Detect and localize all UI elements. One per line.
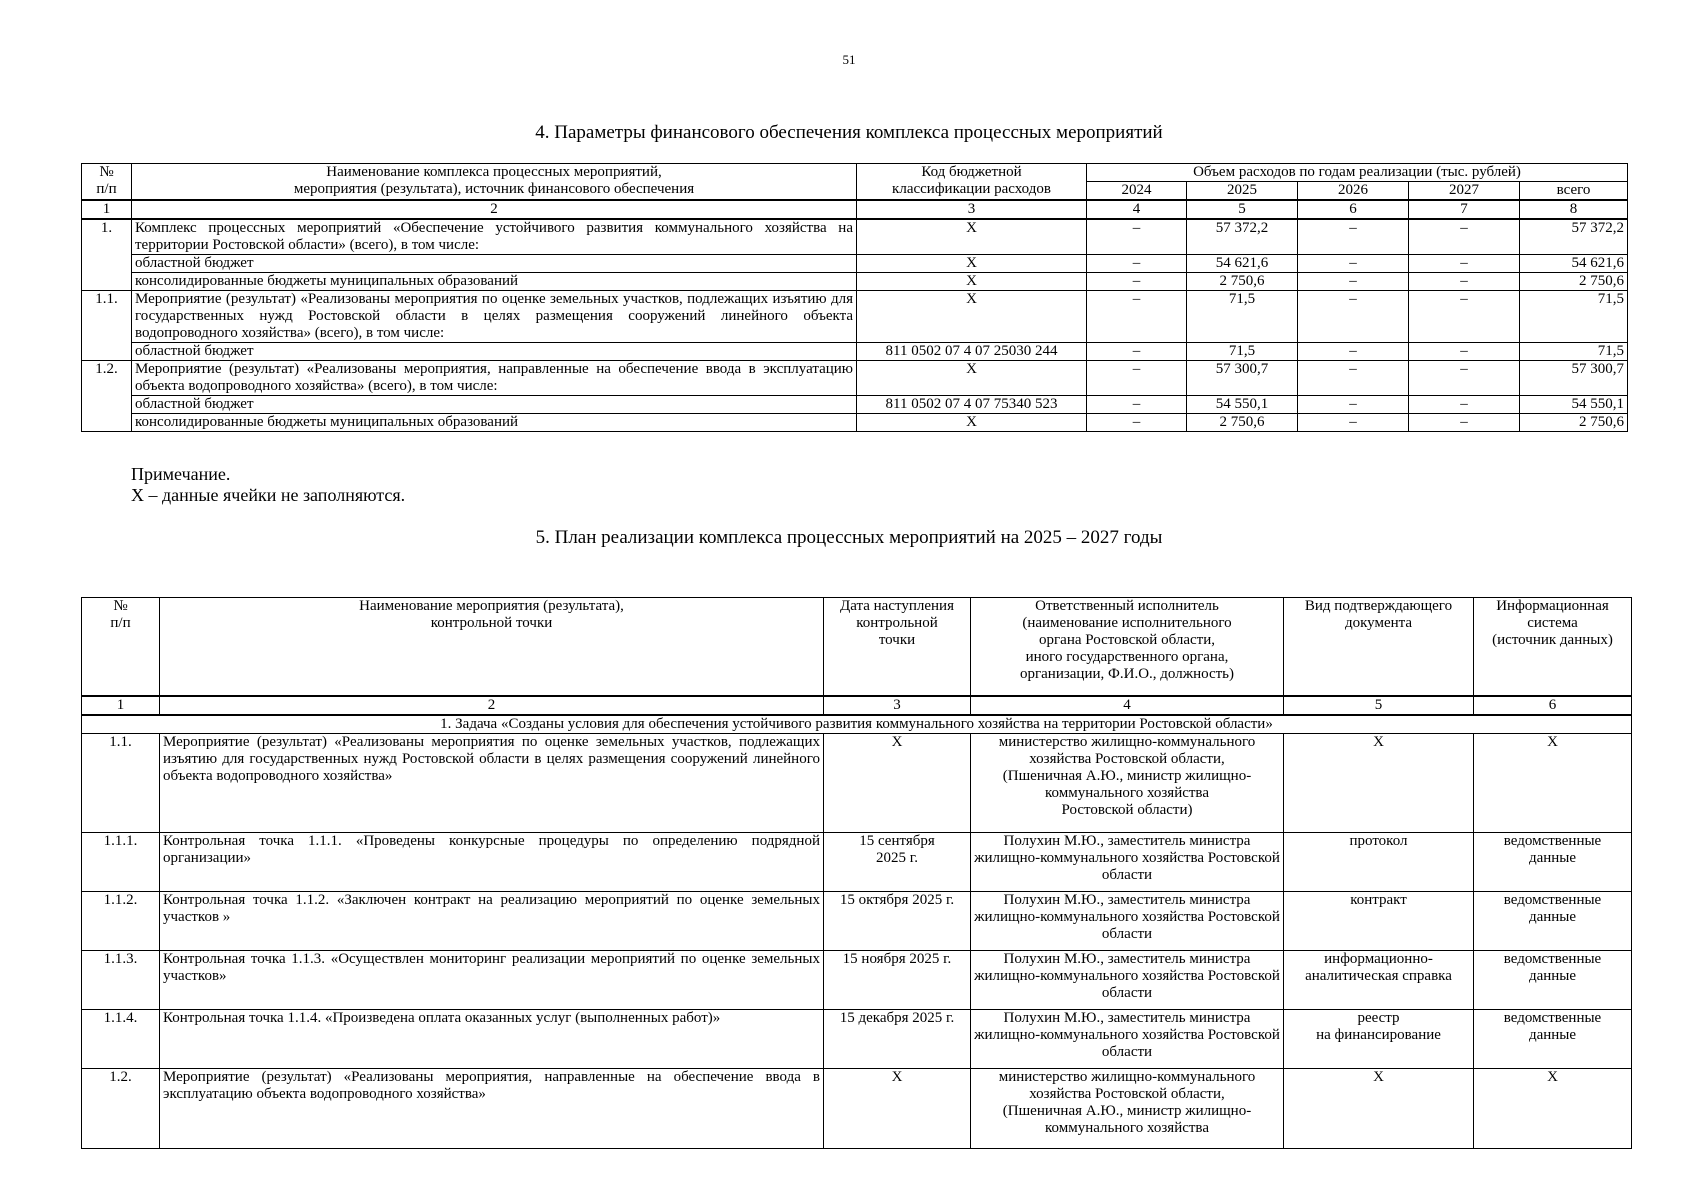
row-kbk: 811 0502 07 4 07 75340 523 xyxy=(857,396,1087,414)
row-doc: X xyxy=(1284,1068,1474,1148)
row-2026: – xyxy=(1298,414,1409,432)
row-name: Мероприятие (результат) «Реализованы мероприятия, направленные на обеспечение ввода в эксплуатацию объекта водопроводного хозяйства» xyxy=(160,1068,824,1148)
row-2025: 54 550,1 xyxy=(1187,396,1298,414)
row-date: 15 сентября 2025 г. xyxy=(824,832,971,891)
row-2026: – xyxy=(1298,255,1409,273)
row-total: 71,5 xyxy=(1520,291,1628,343)
row-date: X xyxy=(824,733,971,832)
row-system: ведомственные данные xyxy=(1474,1009,1632,1068)
row-kbk: X xyxy=(857,291,1087,343)
row-name: Мероприятие (результат) «Реализованы мероприятия по оценке земельных участков, подлежащих изъятию для государственных нужд Ростовской области в целях размещения сооружений линейного объекта водопроводного хозяйства» (всего), в том числе: xyxy=(132,291,857,343)
header-name: Наименование комплекса процессных мероприятий, мероприятия (результата), источник финансового обеспечения xyxy=(132,164,857,201)
row-responsible: Полухин М.Ю., заместитель министра жилищно-коммунального хозяйства Ростовской области xyxy=(971,1009,1284,1068)
row-system: ведомственные данные xyxy=(1474,891,1632,950)
header-volume: Объем расходов по годам реализации (тыс. рублей) xyxy=(1087,164,1628,182)
row-2027: – xyxy=(1409,343,1520,361)
row-name: Мероприятие (результат) «Реализованы мероприятия, направленные на обеспечение ввода в эксплуатацию объекта водопроводного хозяйства» (всего), в том числе: xyxy=(132,361,857,396)
table-row xyxy=(82,361,1628,396)
header-doc: Вид подтверждающего документа xyxy=(1284,598,1474,696)
row-system: X xyxy=(1474,1068,1632,1148)
header-year: 2026 xyxy=(1298,182,1409,201)
row-2024: – xyxy=(1087,273,1187,291)
row-date: 15 октября 2025 г. xyxy=(824,891,971,950)
column-number: 7 xyxy=(1409,200,1520,219)
row-total: 2 750,6 xyxy=(1520,273,1628,291)
row-num: 1.1. xyxy=(82,291,132,361)
column-number: 4 xyxy=(1087,200,1187,219)
column-numbers-row xyxy=(82,200,1628,219)
header-date: Дата наступления контрольной точки xyxy=(824,598,971,696)
row-total: 54 621,6 xyxy=(1520,255,1628,273)
row-name: консолидированные бюджеты муниципальных образований xyxy=(132,273,857,291)
row-name: Мероприятие (результат) «Реализованы мероприятия по оценке земельных участков, подлежащих изъятию для государственных нужд Ростовской области в целях размещения сооружений линейного объекта водопроводного хозяйства» xyxy=(160,733,824,832)
row-name: областной бюджет xyxy=(132,255,857,273)
section-4-title: 4. Параметры финансового обеспечения комплекса процессных мероприятий xyxy=(535,122,1163,143)
row-date: 15 ноября 2025 г. xyxy=(824,950,971,1009)
table-row xyxy=(82,1009,1632,1068)
row-num: 1.1. xyxy=(82,733,160,832)
table-row xyxy=(82,255,1628,273)
row-num: 1. xyxy=(82,219,132,291)
implementation-plan-table xyxy=(81,597,1632,1149)
row-kbk: 811 0502 07 4 07 25030 244 xyxy=(857,343,1087,361)
row-2025: 71,5 xyxy=(1187,343,1298,361)
column-number: 6 xyxy=(1298,200,1409,219)
row-system: ведомственные данные xyxy=(1474,950,1632,1009)
row-kbk: X xyxy=(857,414,1087,432)
note-title: Примечание. xyxy=(131,464,231,484)
row-2026: – xyxy=(1298,343,1409,361)
header-kbk: Код бюджетной классификации расходов xyxy=(857,164,1087,201)
header-row xyxy=(82,164,1628,182)
row-name: консолидированные бюджеты муниципальных образований xyxy=(132,414,857,432)
table-row xyxy=(82,396,1628,414)
row-2027: – xyxy=(1409,291,1520,343)
table-row xyxy=(82,891,1632,950)
row-num: 1.1.4. xyxy=(82,1009,160,1068)
row-kbk: X xyxy=(857,219,1087,255)
row-name: Контрольная точка 1.1.1. «Проведены конкурсные процедуры по определению подрядной организации» xyxy=(160,832,824,891)
row-num: 1.1.3. xyxy=(82,950,160,1009)
task-title: 1. Задача «Созданы условия для обеспечения устойчивого развития коммунального хозяйства на территории Ростовской области» xyxy=(82,715,1632,734)
header-system: Информационная система (источник данных) xyxy=(1474,598,1632,696)
note-text: X – данные ячейки не заполняются. xyxy=(131,485,406,505)
row-2026: – xyxy=(1298,361,1409,396)
row-2025: 71,5 xyxy=(1187,291,1298,343)
row-kbk: X xyxy=(857,273,1087,291)
row-2024: – xyxy=(1087,255,1187,273)
table-row xyxy=(82,832,1632,891)
financing-table xyxy=(81,163,1628,432)
row-doc: контракт xyxy=(1284,891,1474,950)
row-num: 1.2. xyxy=(82,1068,160,1148)
row-2027: – xyxy=(1409,361,1520,396)
row-system: X xyxy=(1474,733,1632,832)
row-kbk: X xyxy=(857,255,1087,273)
row-2027: – xyxy=(1409,219,1520,255)
row-responsible: Полухин М.Ю., заместитель министра жилищно-коммунального хозяйства Ростовской области xyxy=(971,832,1284,891)
header-year: 2025 xyxy=(1187,182,1298,201)
row-doc: X xyxy=(1284,733,1474,832)
column-number: 1 xyxy=(82,200,132,219)
table-row xyxy=(82,343,1628,361)
row-name: Контрольная точка 1.1.2. «Заключен контракт на реализацию мероприятий по оценке земельных участков » xyxy=(160,891,824,950)
row-name: областной бюджет xyxy=(132,396,857,414)
row-doc: реестр на финансирование xyxy=(1284,1009,1474,1068)
header-total: всего xyxy=(1520,182,1628,201)
table-row xyxy=(82,733,1632,832)
row-date: X xyxy=(824,1068,971,1148)
page-number: 51 xyxy=(842,52,856,67)
header-num: № п/п xyxy=(82,164,132,201)
column-number: 6 xyxy=(1474,696,1632,715)
row-name: Контрольная точка 1.1.3. «Осуществлен мониторинг реализации мероприятий по оценке земельных участков» xyxy=(160,950,824,1009)
table-row xyxy=(82,219,1628,255)
header-num: № п/п xyxy=(82,598,160,696)
row-2024: – xyxy=(1087,396,1187,414)
column-number: 3 xyxy=(824,696,971,715)
row-system: ведомственные данные xyxy=(1474,832,1632,891)
row-2024: – xyxy=(1087,291,1187,343)
row-total: 54 550,1 xyxy=(1520,396,1628,414)
section-5-title: 5. План реализации комплекса процессных мероприятий на 2025 – 2027 годы xyxy=(535,527,1163,548)
table-row xyxy=(82,1068,1632,1148)
task-row xyxy=(82,715,1632,734)
row-2025: 2 750,6 xyxy=(1187,273,1298,291)
column-number: 2 xyxy=(160,696,824,715)
row-2027: – xyxy=(1409,273,1520,291)
row-total: 57 300,7 xyxy=(1520,361,1628,396)
header-row xyxy=(82,598,1632,696)
row-date: 15 декабря 2025 г. xyxy=(824,1009,971,1068)
row-2024: – xyxy=(1087,361,1187,396)
table-row xyxy=(82,273,1628,291)
column-number: 2 xyxy=(132,200,857,219)
header-name: Наименование мероприятия (результата), контрольной точки xyxy=(160,598,824,696)
column-number: 4 xyxy=(971,696,1284,715)
row-responsible: министерство жилищно-коммунального хозяйства Ростовской области, (Пшеничная А.Ю., министр жилищно-коммунального хозяйства xyxy=(971,1068,1284,1148)
row-2027: – xyxy=(1409,255,1520,273)
row-2025: 2 750,6 xyxy=(1187,414,1298,432)
row-kbk: X xyxy=(857,361,1087,396)
row-doc: информационно- аналитическая справка xyxy=(1284,950,1474,1009)
row-doc: протокол xyxy=(1284,832,1474,891)
column-number: 5 xyxy=(1284,696,1474,715)
table-row xyxy=(82,291,1628,343)
row-2024: – xyxy=(1087,414,1187,432)
row-2026: – xyxy=(1298,219,1409,255)
row-2024: – xyxy=(1087,343,1187,361)
row-num: 1.1.1. xyxy=(82,832,160,891)
column-number: 5 xyxy=(1187,200,1298,219)
row-total: 57 372,2 xyxy=(1520,219,1628,255)
row-2026: – xyxy=(1298,396,1409,414)
row-num: 1.2. xyxy=(82,361,132,432)
row-total: 71,5 xyxy=(1520,343,1628,361)
column-number: 1 xyxy=(82,696,160,715)
row-total: 2 750,6 xyxy=(1520,414,1628,432)
row-2024: – xyxy=(1087,219,1187,255)
row-name: областной бюджет xyxy=(132,343,857,361)
row-2027: – xyxy=(1409,414,1520,432)
row-2026: – xyxy=(1298,291,1409,343)
row-responsible: Полухин М.Ю., заместитель министра жилищно-коммунального хозяйства Ростовской области xyxy=(971,950,1284,1009)
row-2025: 57 372,2 xyxy=(1187,219,1298,255)
header-year: 2024 xyxy=(1087,182,1187,201)
row-2026: – xyxy=(1298,273,1409,291)
table-row xyxy=(82,414,1628,432)
row-responsible: Полухин М.Ю., заместитель министра жилищно-коммунального хозяйства Ростовской области xyxy=(971,891,1284,950)
column-numbers-row xyxy=(82,696,1632,715)
row-num: 1.1.2. xyxy=(82,891,160,950)
column-number: 8 xyxy=(1520,200,1628,219)
column-number: 3 xyxy=(857,200,1087,219)
table-row xyxy=(82,950,1632,1009)
row-2025: 57 300,7 xyxy=(1187,361,1298,396)
row-name: Контрольная точка 1.1.4. «Произведена оплата оказанных услуг (выполненных работ)» xyxy=(160,1009,824,1068)
row-2027: – xyxy=(1409,396,1520,414)
header-year: 2027 xyxy=(1409,182,1520,201)
row-2025: 54 621,6 xyxy=(1187,255,1298,273)
row-name: Комплекс процессных мероприятий «Обеспечение устойчивого развития коммунального хозяйства на территории Ростовской области» (всего), в том числе: xyxy=(132,219,857,255)
row-responsible: министерство жилищно-коммунального хозяйства Ростовской области, (Пшеничная А.Ю., министр жилищно-коммунального хозяйства Ростовской области) xyxy=(971,733,1284,832)
header-responsible: Ответственный исполнитель (наименование исполнительного органа Ростовской области, иного государственного органа, организации, Ф.И.О., должность) xyxy=(971,598,1284,696)
